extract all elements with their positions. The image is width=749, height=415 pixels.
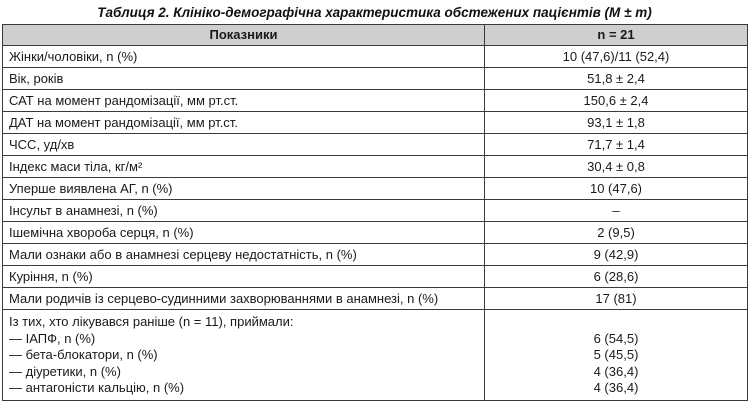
row-label: Вік, років [3, 68, 485, 90]
row-label: Індекс маси тіла, кг/м² [3, 156, 485, 178]
treated-item-label: — ІАПФ, n (%) [9, 330, 96, 346]
table-row [3, 68, 748, 90]
table-row [3, 244, 748, 266]
treated-item-value: 4 (36,4) [593, 363, 639, 379]
table-row [3, 46, 748, 68]
row-label: Уперше виявлена АГ, n (%) [3, 178, 485, 200]
row-label: Інсульт в анамнезі, n (%) [3, 200, 485, 222]
row-value: 71,7 ± 1,4 [485, 134, 748, 156]
table-row [3, 156, 748, 178]
row-value: 51,8 ± 2,4 [485, 68, 748, 90]
table-caption: Таблиця 2. Клініко-демографічна характеристика обстежених пацієнтів (M ± m) [97, 5, 652, 20]
table-row [3, 90, 748, 112]
row-label: САТ на момент рандомізації, мм рт.ст. [3, 90, 485, 112]
treated-values [485, 310, 748, 401]
row-value: 10 (47,6) [485, 178, 748, 200]
treated-item-label: — бета-блокатори, n (%) [9, 347, 158, 363]
table-header-row [3, 25, 748, 46]
row-value: 30,4 ± 0,8 [485, 156, 748, 178]
header-indicators: Показники [3, 25, 485, 46]
row-value: 6 (28,6) [485, 266, 748, 288]
treated-intro: Із тих, хто лікувався раніше (n = 11), приймали: [9, 314, 294, 329]
characteristics-table [2, 24, 748, 401]
row-label: Мали родичів із серцево-судинними захворюваннями в анамнезі, n (%) [3, 288, 485, 310]
row-value: 17 (81) [485, 288, 748, 310]
table-row [3, 266, 748, 288]
table-row [3, 134, 748, 156]
table-row [3, 288, 748, 310]
row-value: 93,1 ± 1,8 [485, 112, 748, 134]
row-label: Жінки/чоловіки, n (%) [3, 46, 485, 68]
row-label: Ішемічна хвороба серця, n (%) [3, 222, 485, 244]
row-label: ДАТ на момент рандомізації, мм рт.ст. [3, 112, 485, 134]
row-label: ЧСС, уд/хв [3, 134, 485, 156]
treated-item-value: 6 (54,5) [593, 330, 639, 346]
row-label: Мали ознаки або в анамнезі серцеву недостатність, n (%) [3, 244, 485, 266]
row-value: 9 (42,9) [485, 244, 748, 266]
table-row [3, 222, 748, 244]
row-value: 2 (9,5) [485, 222, 748, 244]
table-row [3, 178, 748, 200]
row-value: 10 (47,6)/11 (52,4) [485, 46, 748, 68]
row-label: Куріння, n (%) [3, 266, 485, 288]
treated-item-value: 5 (45,5) [593, 347, 639, 363]
treated-item-label: — діуретики, n (%) [9, 363, 121, 379]
treated-item-value: 4 (36,4) [593, 380, 639, 396]
table-row-treated [3, 310, 748, 401]
treated-labels [3, 310, 485, 401]
table-row [3, 200, 748, 222]
header-n: n = 21 [485, 25, 748, 46]
treated-item-label: — антагоністи кальцію, n (%) [9, 380, 185, 396]
table-row [3, 112, 748, 134]
row-value: 150,6 ± 2,4 [485, 90, 748, 112]
row-value: – [485, 200, 748, 222]
